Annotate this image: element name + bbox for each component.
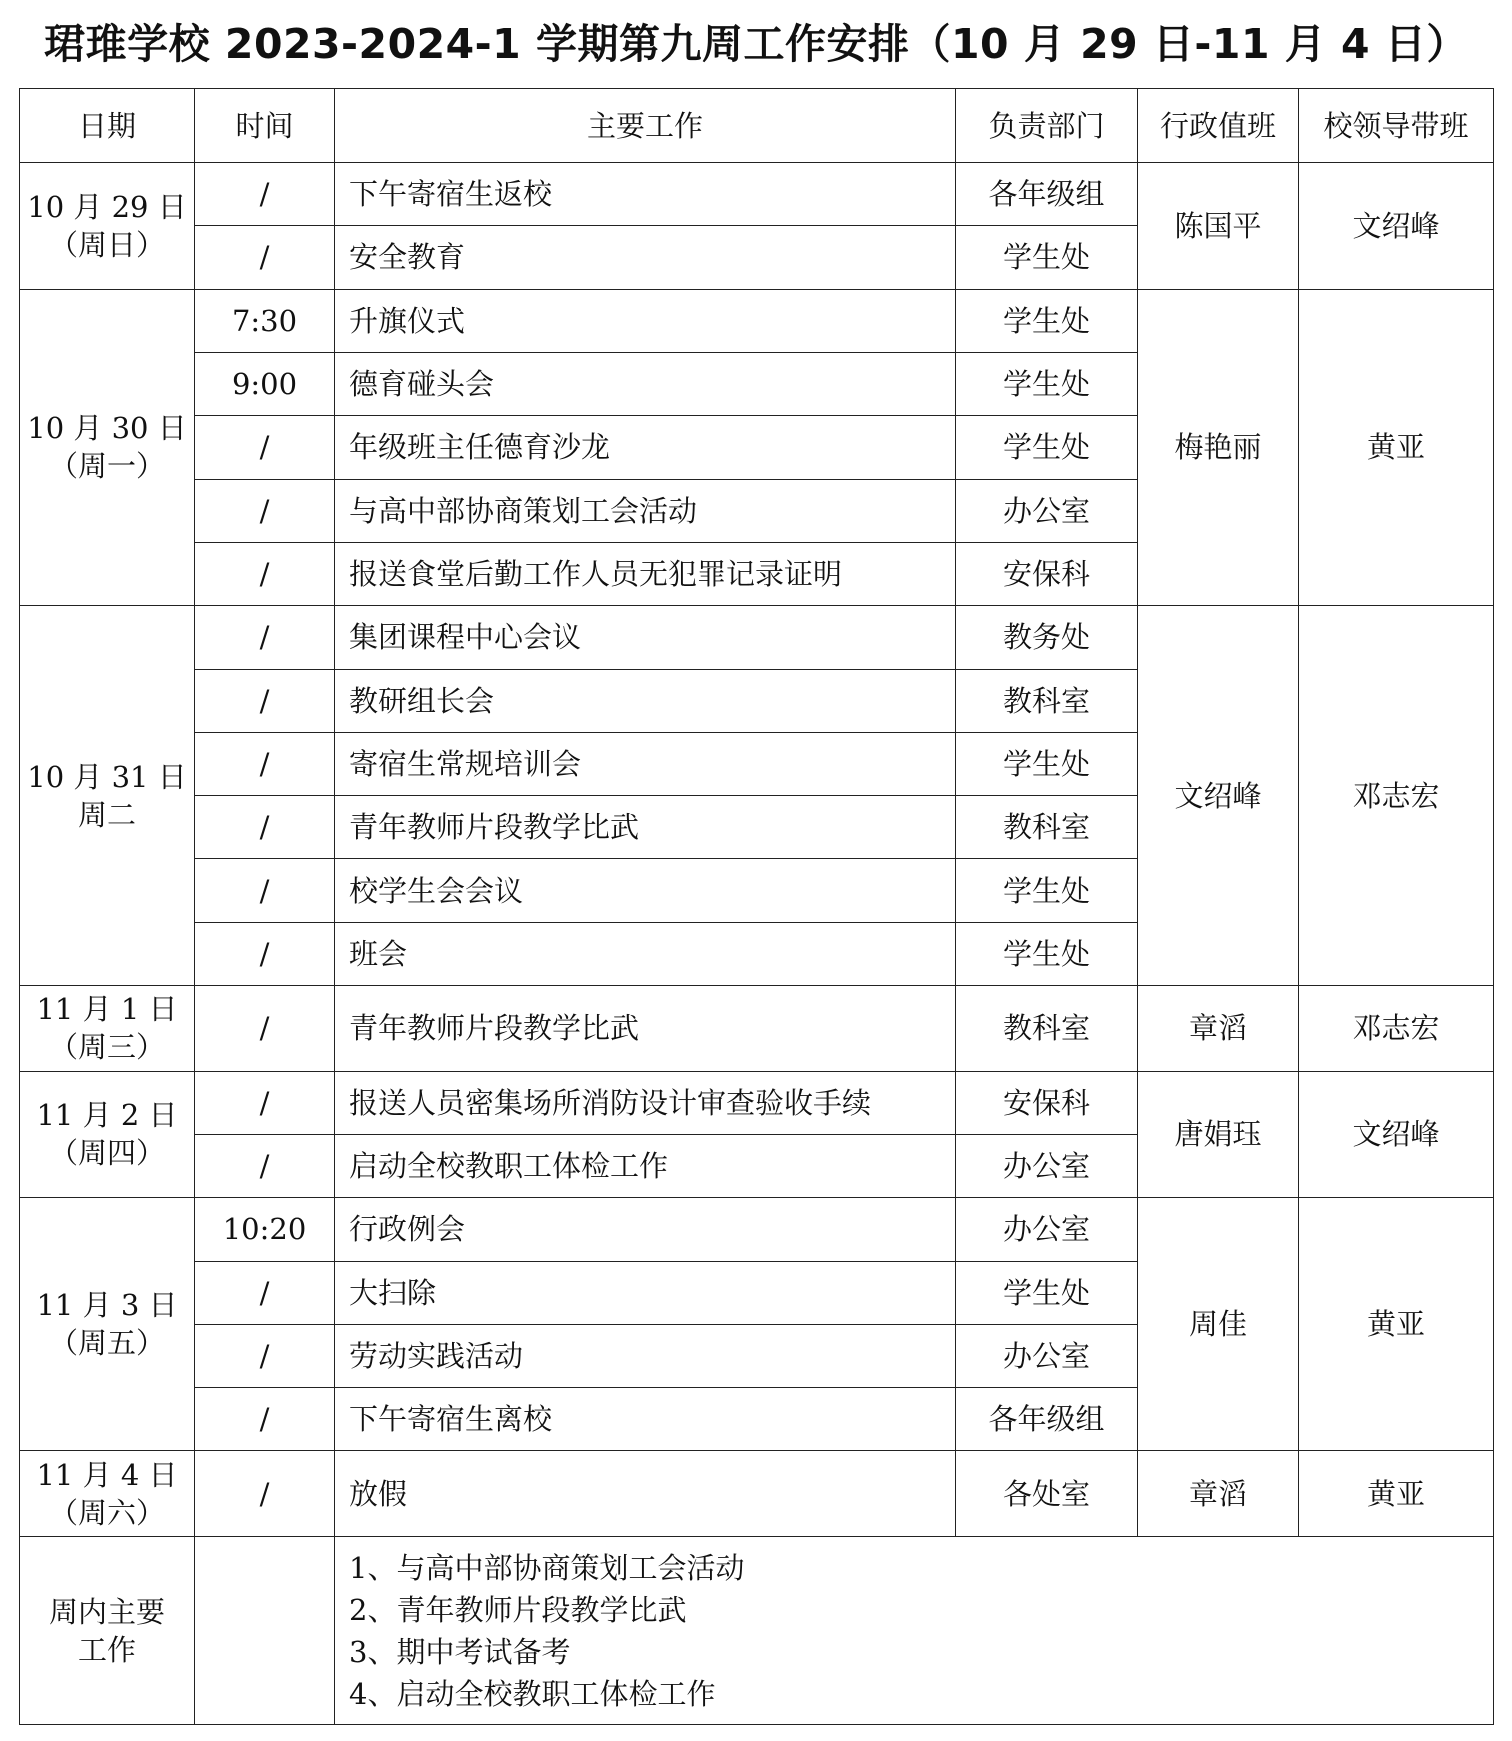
time-cell: / <box>195 163 335 226</box>
work-cell: 报送人员密集场所消防设计审查验收手续 <box>335 1071 956 1134</box>
dept-cell: 办公室 <box>956 1134 1138 1197</box>
date-cell <box>20 1198 195 1451</box>
time-cell: 10:20 <box>195 1198 335 1261</box>
work-cell: 与高中部协商策划工会活动 <box>335 479 956 542</box>
work-cell: 安全教育 <box>335 226 956 289</box>
work-cell: 集团课程中心会议 <box>335 606 956 669</box>
dept-cell: 办公室 <box>956 1324 1138 1387</box>
header-leader: 校领导带班 <box>1299 89 1494 163</box>
time-cell: / <box>195 796 335 859</box>
date-text: 11 月 1 日 <box>36 992 178 1027</box>
header-date: 日期 <box>20 89 195 163</box>
duty-cell: 章滔 <box>1138 986 1299 1072</box>
time-cell: / <box>195 416 335 479</box>
summary-row <box>20 1537 1494 1725</box>
summary-label-line1: 周内主要 <box>48 1594 165 1629</box>
work-cell: 报送食堂后勤工作人员无犯罪记录证明 <box>335 542 956 605</box>
summary-time-empty <box>195 1537 335 1725</box>
work-cell: 教研组长会 <box>335 669 956 732</box>
leader-cell: 邓志宏 <box>1299 986 1494 1072</box>
dept-cell: 各年级组 <box>956 1388 1138 1451</box>
date-cell <box>20 606 195 986</box>
header-time: 时间 <box>195 89 335 163</box>
dept-cell: 学生处 <box>956 859 1138 922</box>
date-cell <box>20 163 195 290</box>
table-row <box>20 606 1494 669</box>
work-cell: 行政例会 <box>335 1198 956 1261</box>
duty-cell: 陈国平 <box>1138 163 1299 290</box>
dept-cell: 学生处 <box>956 732 1138 795</box>
time-cell: / <box>195 732 335 795</box>
date-text: 10 月 29 日 <box>27 189 187 224</box>
time-cell: / <box>195 669 335 732</box>
weekday-text: （周四） <box>48 1136 165 1171</box>
dept-cell: 各年级组 <box>956 163 1138 226</box>
table-row <box>20 163 1494 226</box>
date-cell <box>20 289 195 606</box>
work-cell: 班会 <box>335 922 956 985</box>
work-cell: 寄宿生常规培训会 <box>335 732 956 795</box>
dept-cell: 教科室 <box>956 669 1138 732</box>
time-cell: / <box>195 986 335 1072</box>
summary-item: 3、期中考试备考 <box>349 1634 571 1669</box>
duty-cell: 唐娟珏 <box>1138 1071 1299 1198</box>
leader-cell: 文绍峰 <box>1299 163 1494 290</box>
dept-cell: 安保科 <box>956 542 1138 605</box>
weekday-text: （周一） <box>48 449 165 484</box>
schedule-body <box>20 163 1494 1537</box>
header-duty: 行政值班 <box>1138 89 1299 163</box>
work-cell: 大扫除 <box>335 1261 956 1324</box>
work-cell: 启动全校教职工体检工作 <box>335 1134 956 1197</box>
dept-cell: 学生处 <box>956 1261 1138 1324</box>
header-dept: 负责部门 <box>956 89 1138 163</box>
weekday-text: （周五） <box>48 1326 165 1361</box>
time-cell: / <box>195 1134 335 1197</box>
time-cell: / <box>195 479 335 542</box>
work-cell: 青年教师片段教学比武 <box>335 986 956 1072</box>
date-text: 11 月 3 日 <box>36 1288 178 1323</box>
work-cell: 青年教师片段教学比武 <box>335 796 956 859</box>
header-work: 主要工作 <box>335 89 956 163</box>
dept-cell: 教务处 <box>956 606 1138 669</box>
date-text: 10 月 30 日 <box>27 411 187 446</box>
dept-cell: 学生处 <box>956 289 1138 352</box>
dept-cell: 学生处 <box>956 922 1138 985</box>
table-row <box>20 1071 1494 1134</box>
dept-cell: 各处室 <box>956 1451 1138 1537</box>
duty-cell: 梅艳丽 <box>1138 289 1299 606</box>
work-cell: 劳动实践活动 <box>335 1324 956 1387</box>
dept-cell: 学生处 <box>956 416 1138 479</box>
time-cell: / <box>195 859 335 922</box>
work-cell: 下午寄宿生离校 <box>335 1388 956 1451</box>
duty-cell: 章滔 <box>1138 1451 1299 1537</box>
dept-cell: 教科室 <box>956 986 1138 1072</box>
date-cell <box>20 986 195 1072</box>
weekday-text: （周三） <box>48 1030 165 1065</box>
summary-items <box>335 1537 1494 1725</box>
time-cell: / <box>195 606 335 669</box>
weekday-text: 周二 <box>77 797 136 832</box>
page-title: 珺琟学校 2023-2024-1 学期第九周工作安排（10 月 29 日-11 月 4 日） <box>44 20 1468 68</box>
duty-cell: 周佳 <box>1138 1198 1299 1451</box>
summary-item: 4、启动全校教职工体检工作 <box>349 1676 716 1711</box>
date-text: 11 月 4 日 <box>36 1457 178 1492</box>
dept-cell: 安保科 <box>956 1071 1138 1134</box>
summary-item: 2、青年教师片段教学比武 <box>349 1592 687 1627</box>
dept-cell: 办公室 <box>956 1198 1138 1261</box>
dept-cell: 学生处 <box>956 352 1138 415</box>
table-row <box>20 1451 1494 1537</box>
date-cell <box>20 1071 195 1198</box>
time-cell: / <box>195 1451 335 1537</box>
weekday-text: （周日） <box>48 227 165 262</box>
summary-label-line2: 工作 <box>77 1632 136 1667</box>
schedule-table <box>19 88 1494 1725</box>
work-cell: 放假 <box>335 1451 956 1537</box>
time-cell: / <box>195 1388 335 1451</box>
time-cell: 7:30 <box>195 289 335 352</box>
weekday-text: （周六） <box>48 1495 165 1530</box>
leader-cell: 黄亚 <box>1299 1451 1494 1537</box>
table-row <box>20 1198 1494 1261</box>
work-cell: 年级班主任德育沙龙 <box>335 416 956 479</box>
time-cell: / <box>195 1324 335 1387</box>
time-cell: 9:00 <box>195 352 335 415</box>
duty-cell: 文绍峰 <box>1138 606 1299 986</box>
work-cell: 下午寄宿生返校 <box>335 163 956 226</box>
time-cell: / <box>195 226 335 289</box>
time-cell: / <box>195 542 335 605</box>
time-cell: / <box>195 1071 335 1134</box>
work-cell: 升旗仪式 <box>335 289 956 352</box>
leader-cell: 邓志宏 <box>1299 606 1494 986</box>
leader-cell: 黄亚 <box>1299 289 1494 606</box>
date-text: 10 月 31 日 <box>27 759 187 794</box>
summary-label <box>20 1537 195 1725</box>
table-row <box>20 986 1494 1072</box>
leader-cell: 文绍峰 <box>1299 1071 1494 1198</box>
dept-cell: 教科室 <box>956 796 1138 859</box>
dept-cell: 学生处 <box>956 226 1138 289</box>
leader-cell: 黄亚 <box>1299 1198 1494 1451</box>
header-row <box>20 89 1494 163</box>
date-cell <box>20 1451 195 1537</box>
dept-cell: 办公室 <box>956 479 1138 542</box>
time-cell: / <box>195 922 335 985</box>
date-text: 11 月 2 日 <box>36 1098 178 1133</box>
work-cell: 校学生会会议 <box>335 859 956 922</box>
summary-item: 1、与高中部协商策划工会活动 <box>349 1550 745 1585</box>
table-row <box>20 289 1494 352</box>
time-cell: / <box>195 1261 335 1324</box>
work-cell: 德育碰头会 <box>335 352 956 415</box>
